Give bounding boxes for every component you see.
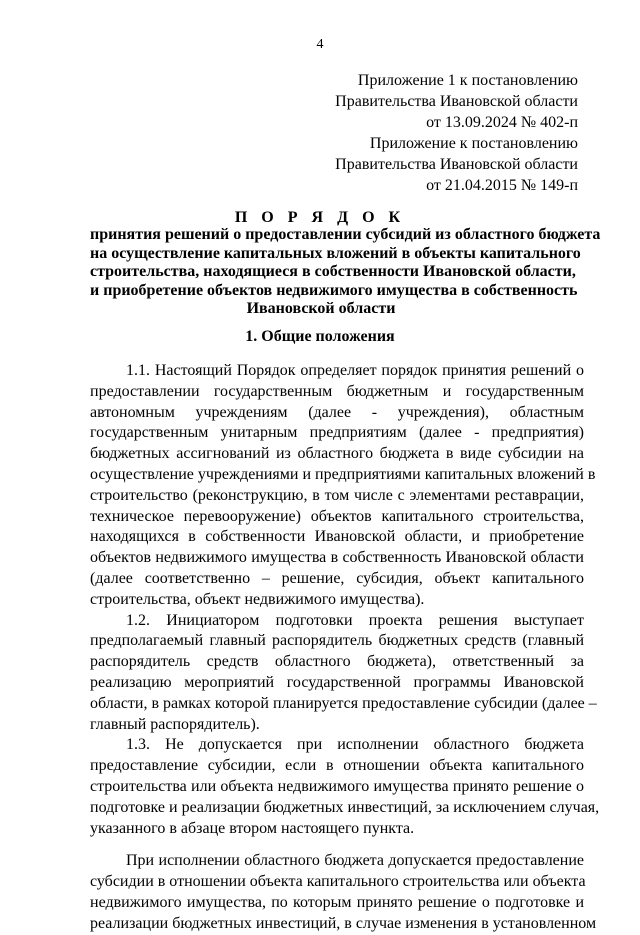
text-line: государственным унитарным предприятиям (далее - предприятия)	[90, 424, 584, 442]
text-line: находящихся в собственности Ивановской области, и приобретение	[90, 528, 584, 546]
document-subtitle	[90, 226, 601, 319]
appendix-original-block	[335, 133, 578, 196]
text-line: (далее соответственно – решение, субсидия, объект капитального	[90, 569, 584, 587]
text-line: предполагаемый главный распорядитель бюджетных средств (главный	[90, 632, 584, 650]
paragraph-1-1	[90, 361, 596, 611]
text-line: главный распорядитель).	[90, 715, 260, 733]
appendix-original-line: Правительства Ивановской области	[335, 156, 578, 173]
text-line: субсидии в отношении объекта капитального строительства или объекта	[90, 873, 586, 891]
text-line: реализацию мероприятий государственной программы Ивановской	[90, 673, 584, 691]
text-line: недвижимого имущества, по которым принято решение о подготовке и	[90, 893, 584, 911]
paragraph-1-3	[90, 735, 600, 839]
subtitle-line: принятия решений о предоставлении субсидий из областного бюджета	[90, 226, 601, 243]
text-line: техническое перевооружение) объектов капитального строительства,	[90, 507, 584, 525]
subtitle-line: на осуществление капитальных вложений в объекты капитального	[90, 244, 581, 262]
text-line: подготовке и реализации бюджетных инвестиций, за исключением случая,	[90, 798, 600, 816]
text-line: объектов недвижимого имущества в собственность Ивановской области	[90, 549, 584, 567]
text-line: реализации бюджетных инвестиций, в случае изменения в установленном	[90, 914, 597, 932]
text-line: 1.3. Не допускается при исполнении областного бюджета	[126, 736, 584, 754]
text-line: строительства или объекта недвижимого имущества принято решение о	[90, 777, 584, 795]
text-line: области, в рамках которой планируется предоставление субсидии (далее –	[90, 694, 597, 712]
text-line: предоставление субсидии, если в отношении объекта капитального	[90, 757, 584, 775]
subtitle-line: и приобретение объектов недвижимого имущества в собственность	[90, 281, 578, 299]
text-line: строительство (реконструкцию, в том числе с элементами реставрации,	[90, 486, 584, 504]
appendix-current-line: Приложение 1 к постановлению	[357, 72, 578, 89]
subtitle-line: строительства, находящиеся в собственности Ивановской области,	[90, 263, 576, 280]
section-heading: 1. Общие положения	[245, 328, 395, 345]
appendix-original-line: от 21.04.2015 № 149-п	[426, 177, 578, 194]
appendix-current-line: от 13.09.2024 № 402-п	[426, 114, 578, 131]
text-line: строительства, объект недвижимого имущества).	[90, 590, 425, 608]
paragraph-1-2	[90, 611, 597, 736]
document-body	[90, 361, 600, 935]
paragraph-1-3-second	[90, 851, 597, 934]
text-line: осуществление учреждениями и предприятиями капитальных вложений в	[90, 465, 596, 483]
document-title: П О Р Я Д О К	[234, 209, 406, 226]
text-line: распорядитель средств областного бюджета), ответственный за	[90, 653, 584, 671]
text-line: При исполнении областного бюджета допускается предоставление	[126, 852, 584, 870]
text-line: предоставлении государственным бюджетным и государственным	[90, 382, 584, 400]
text-line: 1.1. Настоящий Порядок определяет порядок принятия решений о	[126, 362, 584, 379]
appendix-original-line: Приложение к постановлению	[369, 135, 578, 152]
appendix-current-line: Правительства Ивановской области	[335, 93, 578, 110]
text-line: указанного в абзаце втором настоящего пункта.	[90, 819, 415, 837]
subtitle-line: Ивановской области	[246, 300, 396, 317]
page-number: 4	[316, 37, 324, 52]
text-line: бюджетных ассигнований из областного бюджета в виде субсидии на	[90, 445, 584, 463]
text-line: 1.2. Инициатором подготовки проекта решения выступает	[126, 611, 584, 629]
appendix-current-block	[335, 70, 578, 133]
text-line: автономным учреждениям (далее - учреждения), областным	[90, 403, 584, 421]
